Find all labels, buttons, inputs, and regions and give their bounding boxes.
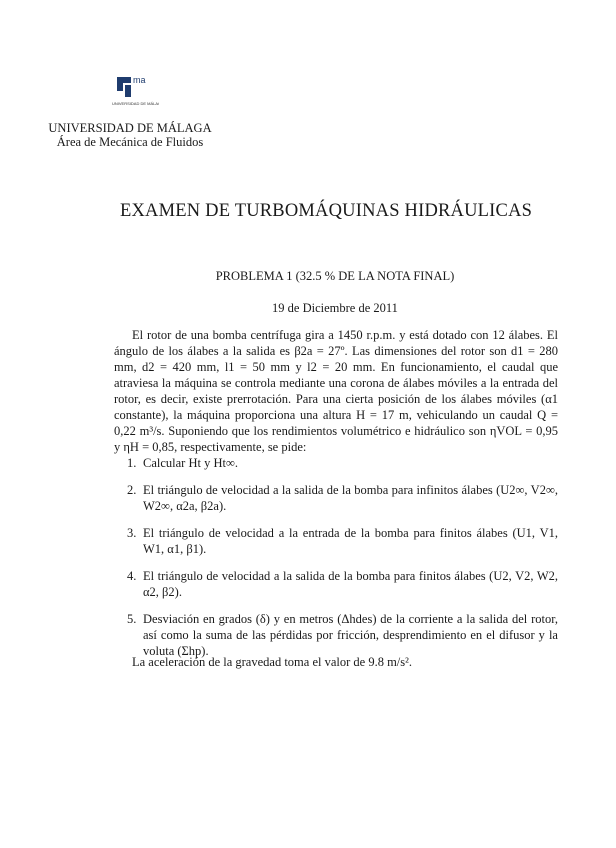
task-number: 3. bbox=[127, 526, 137, 540]
logo-mark: ma bbox=[133, 75, 146, 85]
gravity-note: La aceleración de la gravedad toma el valor de 9.8 m/s². bbox=[132, 655, 413, 669]
task-text: Desviación en grados (δ) y en metros (Δhdes) de la corriente a la salida del rotor, así como la suma de las pérdidas por fricción, desprendimiento en el difusor y la voluta (Σhp). bbox=[143, 612, 558, 658]
exam-date: 19 de Diciembre de 2011 bbox=[272, 301, 398, 315]
list-item bbox=[114, 455, 558, 471]
list-item bbox=[114, 611, 558, 659]
exam-title-text: EXAMEN DE TURBOMÁQUINAS HIDRÁULICAS bbox=[120, 201, 533, 221]
task-number: 2. bbox=[127, 483, 137, 497]
exam-title bbox=[0, 201, 616, 222]
list-item bbox=[114, 525, 558, 557]
university-header bbox=[40, 121, 220, 149]
task-number: 5. bbox=[127, 612, 137, 626]
task-number: 4. bbox=[127, 569, 137, 583]
task-text: El triángulo de velocidad a la salida de la bomba para infinitos álabes (U2∞, V2∞, W2∞, α2a, β2a). bbox=[143, 483, 558, 513]
task-list bbox=[114, 455, 558, 670]
problem-statement: El rotor de una bomba centrífuga gira a 1450 r.p.m. y está dotado con 12 álabes. El ángulo de los álabes a la salida es β2a = 27º. Las dimensiones del rotor son d1 = 280 mm, d2 = 420 mm, l1 = 50 mm y l2 = 20 mm. En funcionamiento, el caudal que atraviesa la máquina se controla mediante una corona de álabes móviles a la entrada del rotor, es decir, existe prerrotación. Para una cierta posición de los álabes móviles (α1 constante), la máquina proporciona una altura H = 17 m, vehiculando un caudal Q = 0,22 m³/s. Suponiendo que los rendimientos volumétrico e hidráulico son ηVOL = 0,95 y ηH = 0,85, respectivamente, se pide: bbox=[114, 328, 558, 454]
university-logo-icon bbox=[111, 73, 159, 121]
logo-caption: UNIVERSIDAD DE MÁLAGA bbox=[112, 101, 159, 106]
problem-title: PROBLEMA 1 (32.5 % DE LA NOTA FINAL) bbox=[215, 269, 455, 283]
university-logo bbox=[111, 73, 159, 121]
department-name: Área de Mecánica de Fluidos bbox=[56, 135, 204, 149]
list-item bbox=[114, 482, 558, 514]
task-number: 1. bbox=[127, 456, 137, 470]
list-item bbox=[114, 568, 558, 600]
university-name: UNIVERSIDAD DE MÁLAGA bbox=[48, 121, 212, 135]
task-text: Calcular Ht y Ht∞. bbox=[143, 456, 239, 470]
task-text: El triángulo de velocidad a la salida de la bomba para finitos álabes (U2, V2, W2, α2, β2). bbox=[143, 569, 558, 599]
task-text: El triángulo de velocidad a la entrada de la bomba para finitos álabes (U1, V1, W1, α1, β1). bbox=[143, 526, 558, 556]
